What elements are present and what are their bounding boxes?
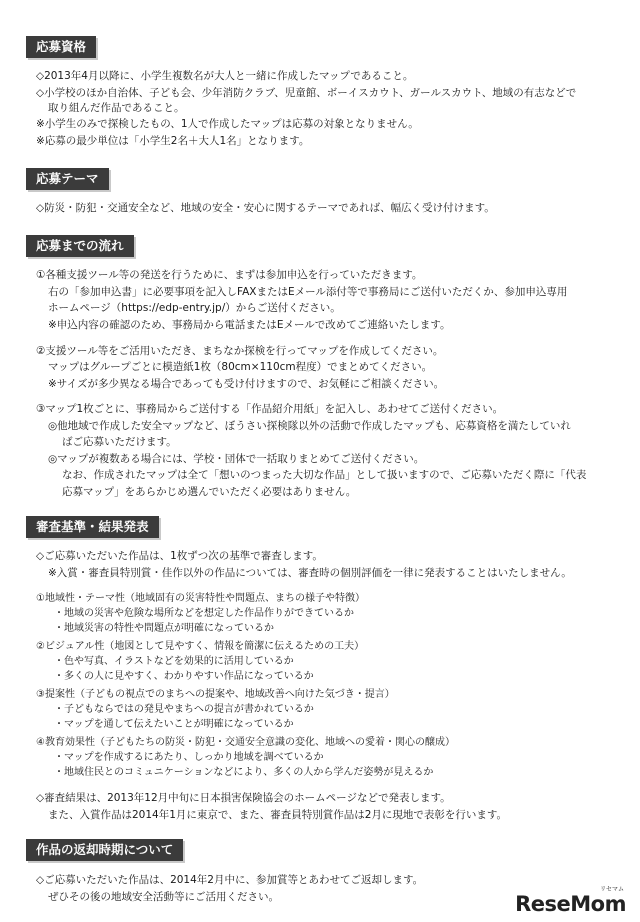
section-heading-return: 作品の返却時期について bbox=[26, 839, 183, 861]
criteria-subitem: ・地域の災害や危険な場所などを想定した作品作りができているか bbox=[54, 608, 354, 619]
criteria-subitem: ・マップを作成するにあたり、しっかり地域を調べているか bbox=[54, 752, 324, 763]
text-line: 応募マップ」をあらかじめ選んでいただく必要はありません。 bbox=[62, 486, 357, 498]
text-line: ※応募の最少単位は「小学生2名＋大人1名」となります。 bbox=[36, 135, 310, 147]
text-line: ③マップ1枚ごとに、事務局からご送付する「作品紹介用紙」を記入し、あわせてご送付ください。 bbox=[36, 403, 504, 415]
text-line: ◇小学校のほか自治体、子ども会、少年消防クラブ、児童館、ボーイスカウト、ガールスカウト、地域の有志などで bbox=[36, 87, 577, 99]
text-line: マップはグループごとに模造紙1枚（80cm×110cm程度）でまとめてください。 bbox=[48, 361, 433, 373]
criteria-subitem: ・地域災害の特性や問題点が明確になっているか bbox=[54, 623, 274, 634]
text-line: ◇2013年4月以降に、小学生複数名が大人と一緒に作成したマップであること。 bbox=[36, 70, 414, 82]
text-line: ①各種支援ツール等の発送を行うために、まずは参加申込を行っていただきます。 bbox=[36, 269, 423, 281]
criteria-item: ③提案性（子どもの視点でのまちへの提案や、地域改善へ向けた気づき・提言） bbox=[36, 689, 395, 700]
logo-text: ReseMom bbox=[515, 892, 626, 916]
text-line: ぜひその後の地域安全活動等にご活用ください。 bbox=[48, 891, 279, 903]
logo-subtext: リセマム bbox=[600, 886, 624, 893]
text-line: ◇ご応募いただいた作品は、1枚ずつ次の基準で審査します。 bbox=[36, 550, 323, 562]
text-line: ②支援ツール等をご活用いただき、まちなか探検を行ってマップを作成してください。 bbox=[36, 345, 444, 357]
criteria-subitem: ・多くの人に見やすく、わかりやすい作品になっているか bbox=[54, 671, 314, 682]
text-line: ◎他地域で作成した安全マップなど、ぼうさい探検隊以外の活動で作成したマップも、応募資格を満たしていれ bbox=[48, 420, 571, 432]
text-line: ◇防災・防犯・交通安全など、地域の安全・安心に関するテーマであれば、幅広く受け付けます。 bbox=[36, 202, 495, 214]
text-line: ※小学生のみで探検したもの、1人で作成したマップは応募の対象となりません。 bbox=[36, 118, 419, 130]
section-heading-judging: 審査基準・結果発表 bbox=[26, 516, 159, 538]
criteria-subitem: ・マップを通して伝えたいことが明確になっているか bbox=[54, 719, 294, 730]
section-heading-theme: 応募テーマ bbox=[26, 168, 109, 190]
text-line: ※申込内容の確認のため、事務局から電話またはEメールで改めてご連絡いたします。 bbox=[48, 319, 451, 331]
text-line: ◇ご応募いただいた作品は、2014年2月中に、参加賞等とあわせてご返却します。 bbox=[36, 874, 424, 886]
section-heading-eligibility: 応募資格 bbox=[26, 36, 96, 58]
text-line: ◇審査結果は、2013年12月中旬に日本損害保険協会のホームページなどで発表します。 bbox=[36, 792, 451, 804]
text-line: ホームページ（https://edp-entry.jp/）からご送付ください。 bbox=[48, 302, 341, 314]
resemom-logo bbox=[515, 886, 626, 916]
criteria-item: ②ビジュアル性（地図として見やすく、情報を簡潔に伝えるための工夫） bbox=[36, 641, 365, 652]
text-line: ※サイズが多少異なる場合であっても受け付けますので、お気軽にご相談ください。 bbox=[48, 378, 445, 390]
criteria-item: ①地域性・テーマ性（地域固有の災害特性や問題点、まちの様子や特徴） bbox=[36, 593, 365, 604]
criteria-subitem: ・子どもならではの発見やまちへの提言が書かれているか bbox=[54, 704, 314, 715]
text-line: ばご応募いただけます。 bbox=[62, 436, 177, 448]
text-line: 取り組んだ作品であること。 bbox=[48, 102, 185, 114]
criteria-subitem: ・地域住民とのコミュニケーションなどにより、多くの人から学んだ姿勢が見えるか bbox=[54, 767, 434, 778]
criteria-item: ④教育効果性（子どもたちの防災・防犯・交通安全意識の変化、地域への愛着・関心の醸成） bbox=[36, 737, 455, 748]
criteria-subitem: ・色や写真、イラストなどを効果的に活用しているか bbox=[54, 656, 294, 667]
text-line: また、入賞作品は2014年1月に東京で、また、審査員特別賞作品は2月に現地で表彰を行います。 bbox=[48, 809, 508, 821]
text-line: ※入賞・審査員特別賞・佳作以外の作品については、審査時の個別評価を一律に発表することはいたしません。 bbox=[48, 567, 572, 579]
text-line: 右の「参加申込書」に必要事項を記入しFAXまたはEメール添付等で事務局にご送付いただくか、参加申込専用 bbox=[48, 286, 568, 298]
text-line: ◎マップが複数ある場合には、学校・団体で一括取りまとめてご送付ください。 bbox=[48, 453, 425, 465]
section-heading-flow: 応募までの流れ bbox=[26, 235, 134, 257]
text-line: なお、作成されたマップは全て「想いのつまった大切な作品」として扱いますので、ご応募いただく際に「代表 bbox=[62, 469, 587, 481]
